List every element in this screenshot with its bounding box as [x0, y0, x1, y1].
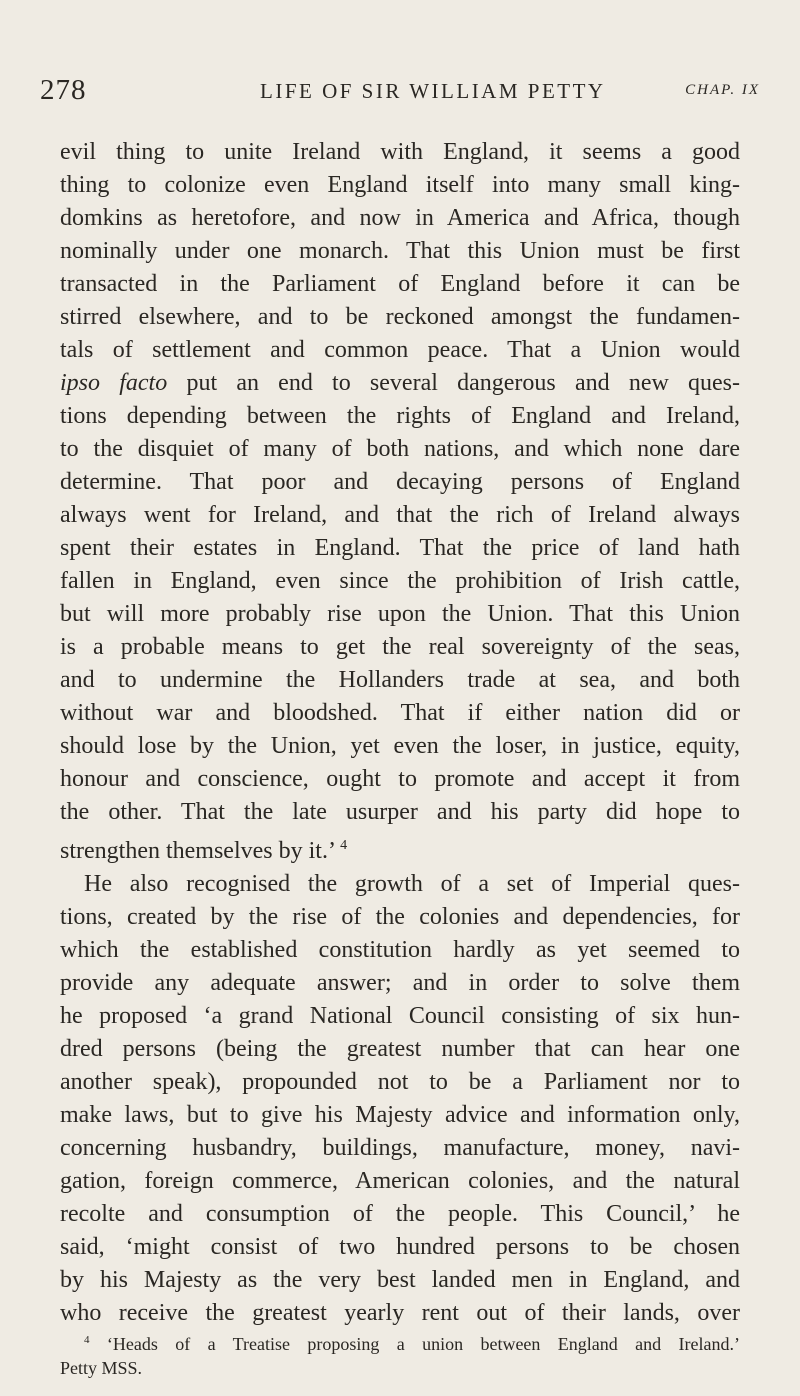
text-line: said, ‘might consist of two hundred persons to be chosen [60, 1234, 740, 1260]
text-line-rest: put an end to several dangerous and new ques- [186, 370, 741, 396]
text-line: recolte and consumption of the people. This Council,’ he [60, 1201, 740, 1227]
text-line: always went for Ireland, and that the rich of Ireland always [60, 502, 740, 528]
text-line: domkins as heretofore, and now in America and Africa, though [60, 205, 740, 231]
text-line: and to undermine the Hollanders trade at sea, and both [60, 667, 740, 693]
footnotes [60, 1328, 740, 1380]
footnote-text: ‘Heads of a Treatise proposing a union between England and Ireland.’ [106, 1334, 740, 1354]
text-line: tions, created by the rise of the colonies and dependencies, for [60, 904, 740, 930]
text-line: should lose by the Union, yet even the loser, in justice, equity, [60, 733, 740, 759]
text-line: fallen in England, even since the prohibition of Irish cattle, [60, 568, 740, 594]
text-line-paragraph-start: He also recognised the growth of a set of Imperial ques- [84, 871, 740, 897]
text-line: spent their estates in England. That the price of land hath [60, 535, 740, 561]
running-title: LIFE OF SIR WILLIAM PETTY [260, 79, 606, 103]
text-line: concerning husbandry, buildings, manufacture, money, navi- [60, 1135, 740, 1161]
text-line: the other. That the late usurper and his party did hope to [60, 799, 740, 825]
text-line: another speak), propounded not to be a Parliament nor to [60, 1069, 740, 1095]
italic-phrase: ipso facto [60, 370, 168, 396]
text-line: tals of settlement and common peace. That a Union would [60, 337, 740, 363]
text-line: evil thing to unite Ireland with England, it seems a good [60, 139, 740, 165]
text-line: nominally under one monarch. That this Union must be first [60, 238, 740, 264]
text-line: make laws, but to give his Majesty advice and information only, [60, 1102, 740, 1128]
text-line: dred persons (being the greatest number that can hear one [60, 1036, 740, 1062]
text-line: provide any adequate answer; and in order to solve them [60, 970, 740, 996]
footnote-marker: 4 [84, 1334, 90, 1346]
text-line: determine. That poor and decaying persons of England [60, 469, 740, 495]
text-line: honour and conscience, ought to promote and accept it from [60, 766, 740, 792]
text-line: tions depending between the rights of England and Ireland, [60, 403, 740, 429]
text-line: which the established constitution hardly as yet seemed to [60, 937, 740, 963]
page-number: 278 [40, 74, 87, 106]
text-line: transacted in the Parliament of England before it can be [60, 271, 740, 297]
body-text [60, 136, 740, 1330]
text-line-paragraph-end [60, 829, 740, 868]
running-head [40, 74, 760, 114]
text-line: by his Majesty as the very best landed men in England, and [60, 1267, 740, 1293]
footnote-source: Petty MSS. [60, 1358, 143, 1378]
text-line: he proposed ‘a grand National Council consisting of six hun- [60, 1003, 740, 1029]
text-line: without war and bloodshed. That if either nation did or [60, 700, 740, 726]
text-line: who receive the greatest yearly rent out of their lands, over [60, 1300, 740, 1326]
footnote-line [60, 1328, 740, 1356]
text-line-with-italic [60, 367, 740, 400]
text-line: but will more probably rise upon the Union. That this Union [60, 601, 740, 627]
text-line: gation, foreign commerce, American colonies, and the natural [60, 1168, 740, 1194]
chapter-label: CHAP. IX [685, 82, 760, 98]
text-line: thing to colonize even England itself into many small king- [60, 172, 740, 198]
text-line: is a probable means to get the real sovereignty of the seas, [60, 634, 740, 660]
footnote-reference: 4 [340, 838, 348, 853]
text-line: stirred elsewhere, and to be reckoned amongst the fundamen- [60, 304, 740, 330]
text-line-content: strengthen themselves by it.’ [60, 838, 335, 864]
text-line: to the disquiet of many of both nations, and which none dare [60, 436, 740, 462]
